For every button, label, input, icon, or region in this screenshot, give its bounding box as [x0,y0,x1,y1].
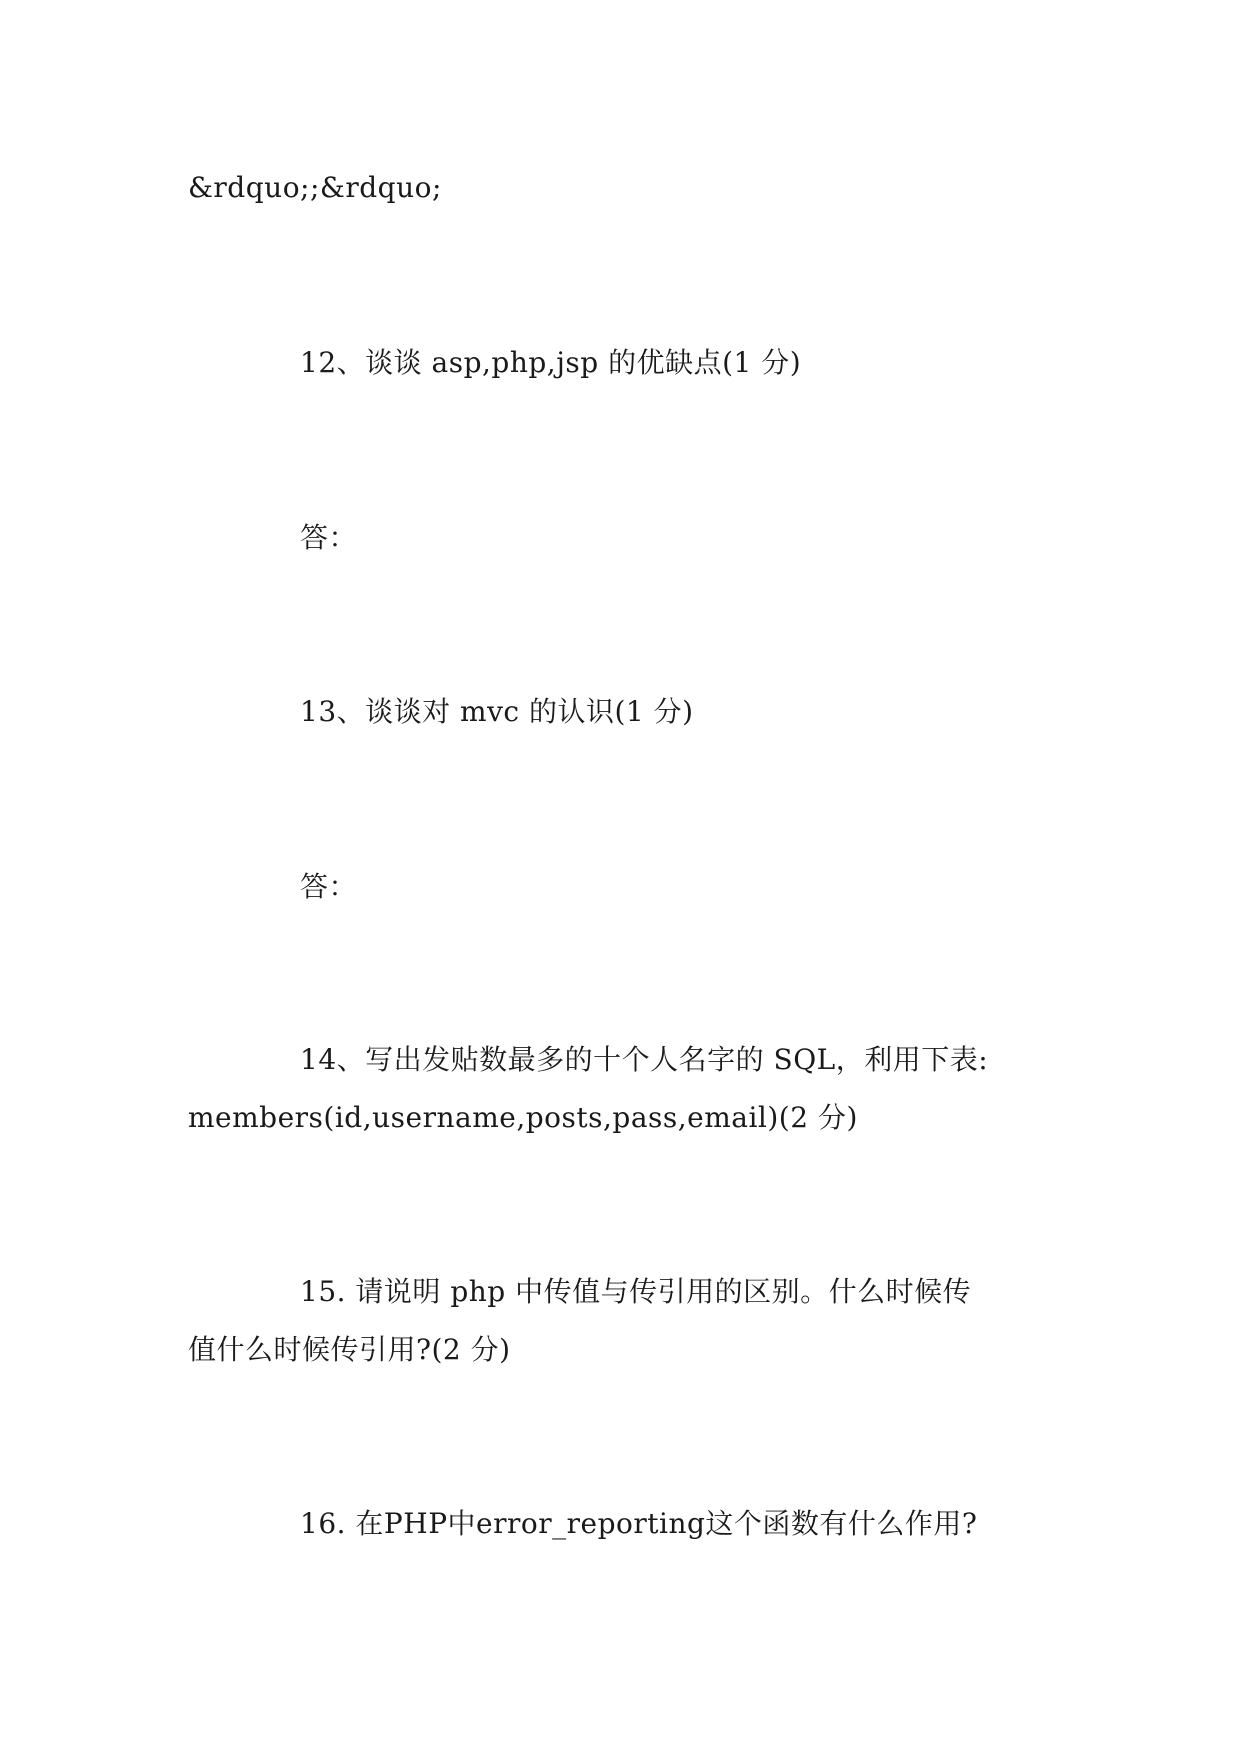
question-15-line-1: 15. 请说明 php 中传值与传引用的区别。什么时候传 [300,1275,972,1308]
answer-13-label: 答： [300,870,358,903]
question-14-line-2: members(id,username,posts,pass,email)(2 分) [188,1101,858,1134]
question-13: 13、谈谈对 mvc 的认识(1 分) [300,695,694,728]
question-16-line-1: 16. 在PHP中error_reporting这个函数有什么作用? [300,1507,978,1540]
question-12: 12、谈谈 asp,php,jsp 的优缺点(1 分) [300,346,802,379]
answer-12-label: 答： [300,521,358,554]
question-14-line-1: 14、写出发贴数最多的十个人名字的 SQL，利用下表: [300,1043,989,1076]
text-fragment: &rdquo;;&rdquo; [188,171,442,204]
question-15-line-2: 值什么时候传引用?(2 分) [188,1333,511,1366]
